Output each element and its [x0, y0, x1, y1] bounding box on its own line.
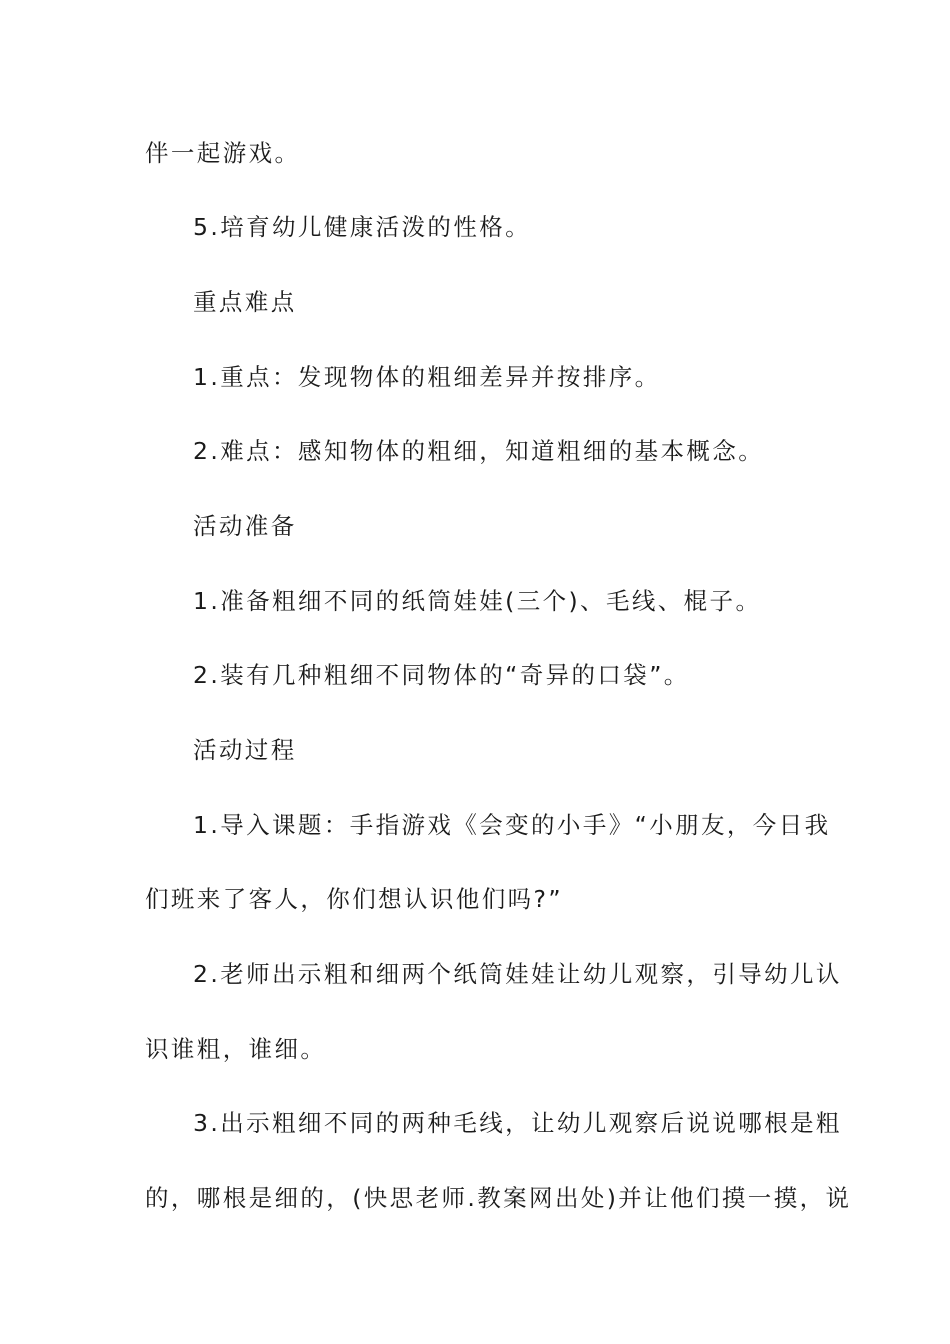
key-point-1: 1.重点：发现物体的粗细差异并按排序。 — [193, 363, 661, 391]
preparation-1: 1.准备粗细不同的纸筒娃娃(三个)、毛线、棍子。 — [193, 587, 762, 615]
objective-5: 5.培育幼儿健康活泼的性格。 — [193, 213, 532, 241]
section-heading-preparation: 活动准备 — [193, 512, 297, 540]
process-2-line-2: 识谁粗，谁细。 — [145, 1035, 327, 1063]
process-3-line-2: 的，哪根是细的，(快思老师.教案网出处)并让他们摸一摸，说 — [145, 1184, 852, 1212]
process-2-line-1: 2.老师出示粗和细两个纸筒娃娃让幼儿观察，引导幼儿认 — [193, 960, 842, 988]
paragraph-continuation: 伴一起游戏。 — [145, 139, 301, 167]
process-3-line-1: 3.出示粗细不同的两种毛线，让幼儿观察后说说哪根是粗 — [193, 1109, 842, 1137]
process-1-line-1: 1.导入课题：手指游戏《会变的小手》“小朋友，今日我 — [193, 811, 831, 839]
section-heading-key-points: 重点难点 — [193, 288, 297, 316]
process-1-line-2: 们班来了客人，你们想认识他们吗?” — [145, 885, 563, 913]
section-heading-process: 活动过程 — [193, 736, 297, 764]
preparation-2: 2.装有几种粗细不同物体的“奇异的口袋”。 — [193, 661, 690, 689]
key-point-2: 2.难点：感知物体的粗细，知道粗细的基本概念。 — [193, 437, 765, 465]
